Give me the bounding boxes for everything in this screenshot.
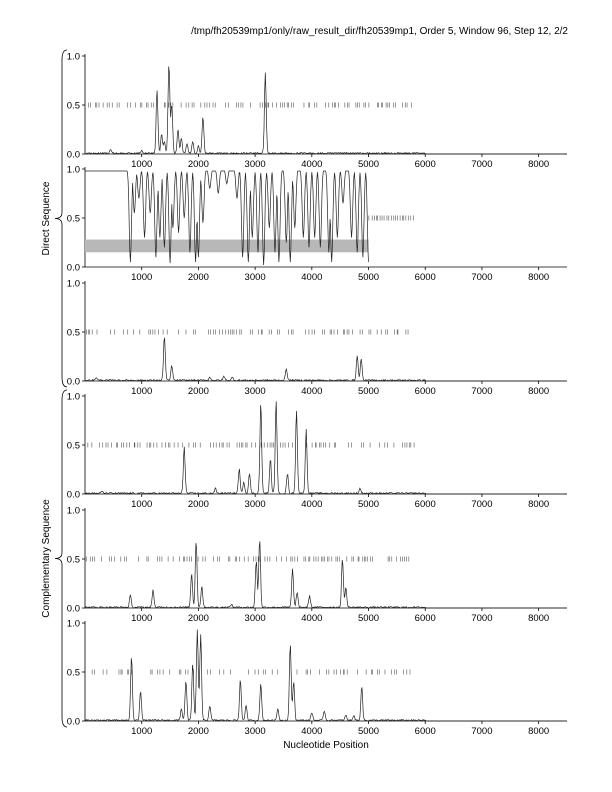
marker-ticks (92, 670, 410, 675)
x-tick-label: 5000 (357, 386, 380, 397)
x-tick-label: 3000 (244, 726, 266, 737)
y-tick-label: 0.0 (66, 376, 80, 388)
x-tick-label: 8000 (528, 613, 550, 624)
series-line (85, 67, 567, 155)
series-line (85, 630, 567, 722)
y-tick-label: 0.5 (66, 327, 80, 339)
x-tick-label: 3000 (244, 272, 266, 283)
x-tick-label: 6000 (414, 499, 436, 510)
panels-group (67, 52, 567, 738)
x-tick-label: 8000 (528, 272, 550, 283)
x-tick-label: 7000 (471, 159, 493, 170)
x-axis-title: Nucleotide Position (283, 740, 369, 751)
x-tick-label: 6000 (414, 272, 436, 283)
group-label-complementary: Complementary Sequence (41, 499, 52, 618)
x-tick-label: 3000 (244, 613, 266, 624)
x-tick-label: 8000 (528, 159, 550, 170)
marker-ticks (88, 103, 411, 108)
y-tick-label: 1.0 (66, 505, 80, 517)
panel-2 (67, 165, 567, 284)
x-tick-label: 2000 (187, 272, 209, 283)
x-tick-label: 8000 (528, 499, 550, 510)
y-tick-label: 0.0 (66, 262, 80, 274)
y-tick-label: 0.5 (66, 100, 80, 112)
y-tick-label: 1.0 (66, 51, 80, 63)
group-brace-complementary (55, 390, 67, 727)
y-tick-label: 0.5 (66, 213, 80, 225)
x-tick-label: 6000 (414, 726, 436, 737)
x-tick-label: 7000 (471, 386, 493, 397)
x-tick-label: 6000 (414, 386, 436, 397)
x-tick-label: 5000 (357, 499, 380, 510)
x-tick-label: 3000 (244, 386, 266, 397)
x-tick-label: 1000 (131, 272, 153, 283)
x-tick-label: 6000 (414, 159, 436, 170)
x-tick-label: 7000 (471, 499, 493, 510)
x-tick-label: 7000 (471, 726, 493, 737)
series-line (85, 401, 567, 494)
y-tick-label: 0.0 (66, 603, 80, 615)
x-tick-label: 6000 (414, 613, 436, 624)
threshold-band (85, 240, 369, 253)
x-tick-label: 2000 (187, 613, 209, 624)
y-tick-label: 0.0 (66, 489, 80, 501)
x-tick-label: 1000 (131, 159, 153, 170)
page-title: /tmp/fh20539mp1/only/raw_result_dir/fh20539mp1, Order 5, Window 96, Step 12, 2/2 (191, 26, 568, 37)
y-tick-label: 1.0 (66, 164, 80, 176)
y-tick-label: 0.0 (66, 716, 80, 728)
x-tick-label: 5000 (357, 726, 380, 737)
x-tick-label: 4000 (301, 272, 323, 283)
series-line (85, 541, 567, 608)
x-tick-label: 4000 (301, 159, 323, 170)
x-tick-label: 7000 (471, 613, 493, 624)
x-tick-label: 8000 (528, 726, 550, 737)
y-tick-label: 1.0 (66, 391, 80, 403)
panel-3 (67, 279, 567, 398)
x-tick-label: 5000 (357, 272, 380, 283)
y-tick-label: 0.5 (66, 440, 80, 452)
marker-ticks (86, 330, 408, 335)
x-tick-label: 3000 (244, 499, 266, 510)
x-tick-label: 4000 (301, 726, 323, 737)
group-label-direct: Direct Sequence (41, 181, 52, 256)
panel-5 (67, 506, 567, 625)
y-tick-label: 0.5 (66, 667, 80, 679)
x-tick-label: 1000 (131, 499, 153, 510)
x-tick-label: 7000 (471, 272, 493, 283)
x-tick-label: 2000 (187, 726, 209, 737)
marker-ticks (369, 216, 414, 221)
x-tick-label: 1000 (131, 613, 153, 624)
y-tick-label: 1.0 (66, 278, 80, 290)
x-tick-label: 4000 (301, 386, 323, 397)
panel-4 (67, 392, 567, 511)
series-line (85, 338, 567, 381)
x-tick-label: 4000 (301, 499, 323, 510)
marker-ticks (86, 557, 409, 562)
panel-1 (67, 52, 567, 171)
x-tick-label: 5000 (357, 159, 380, 170)
x-tick-label: 2000 (187, 386, 209, 397)
x-tick-label: 2000 (187, 159, 209, 170)
x-tick-label: 8000 (528, 386, 550, 397)
y-tick-label: 0.5 (66, 554, 80, 566)
y-tick-label: 0.0 (66, 149, 80, 161)
x-tick-label: 2000 (187, 499, 209, 510)
x-tick-label: 1000 (131, 726, 153, 737)
x-tick-label: 5000 (357, 613, 380, 624)
x-tick-label: 4000 (301, 613, 323, 624)
marker-ticks (88, 443, 414, 448)
x-tick-label: 3000 (244, 159, 266, 170)
x-tick-label: 1000 (131, 386, 153, 397)
panel-6 (67, 619, 567, 738)
y-tick-label: 1.0 (66, 618, 80, 630)
group-brace-direct (55, 50, 67, 387)
